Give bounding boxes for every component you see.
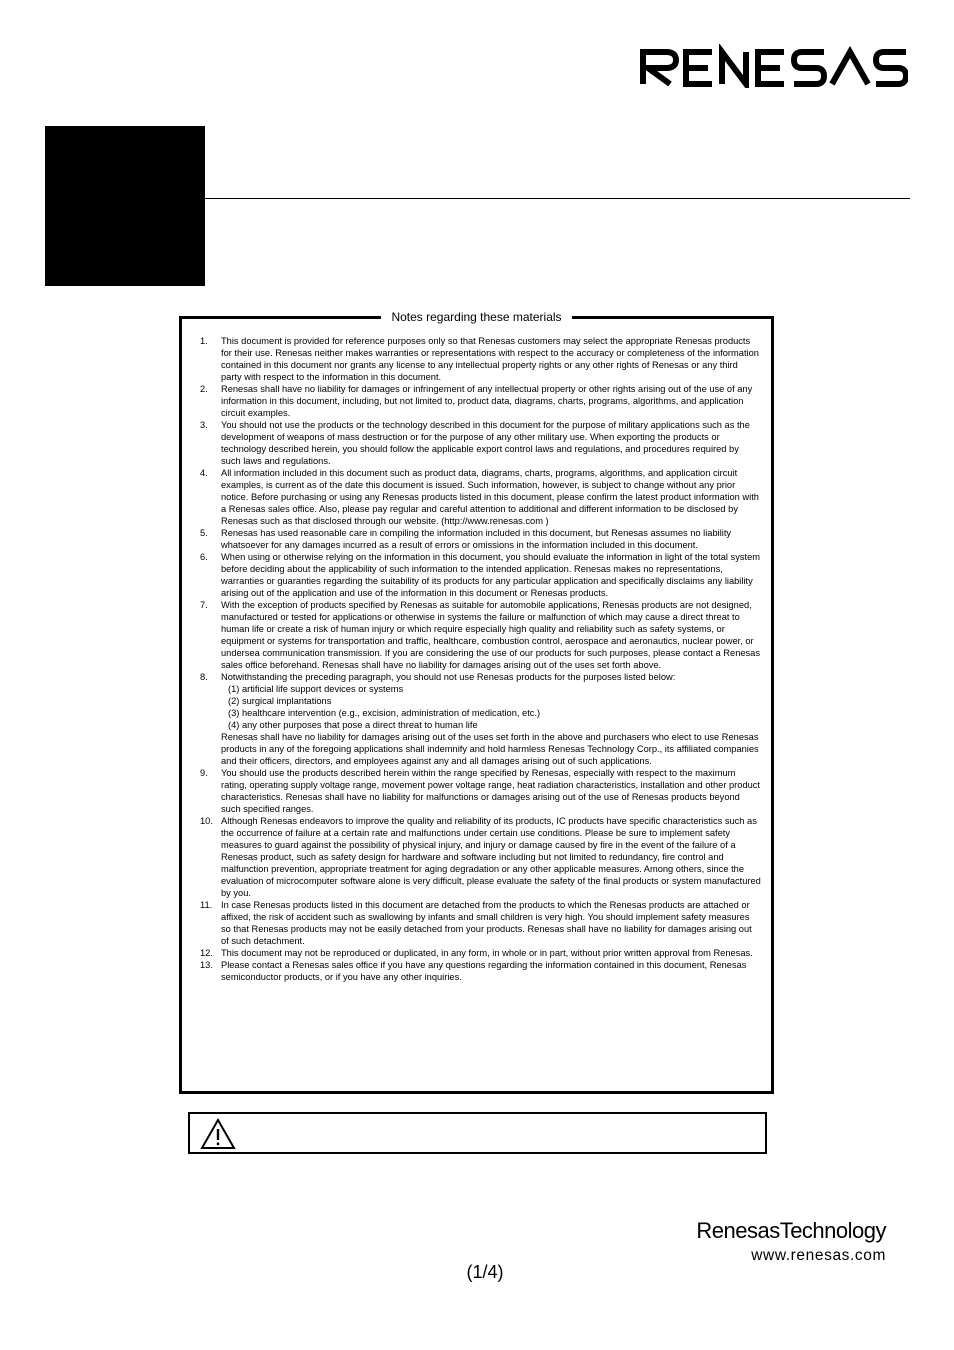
note-sub-item: (4) any other purposes that pose a direct threat to human life [228, 720, 478, 730]
note-item [200, 599, 761, 671]
footer-brand: RenesasTechnology [696, 1218, 886, 1243]
note-item [200, 959, 761, 983]
note-item [200, 671, 761, 767]
note-sub-item: (2) surgical implantations [228, 696, 332, 706]
notes-box [179, 310, 774, 1094]
notes-title [182, 309, 771, 325]
note-text: Notwithstanding the preceding paragraph, you should not use Renesas products for the purposes listed below: [221, 672, 676, 682]
note-text: Please contact a Renesas sales office if you have any questions regarding the information contained in this document, Renesas semiconductor products, or if you have any other inquiries. [221, 960, 747, 982]
note-text: In case Renesas products listed in this document are detached from the products to which the Renesas products are attached or affixed, the risk of accident such as swallowing by infants and small children is very high. You should implement safety measures so that Renesas products may not be easily detached from your products. Renesas shall have no liability for damages arising out of such detachment. [221, 900, 752, 946]
note-sub-item: (1) artificial life support devices or systems [228, 684, 404, 694]
note-number: 11. [200, 900, 213, 910]
note-text: All information included in this document such as product data, diagrams, charts, programs, algorithms, and application circuit examples, is current as of the date this document is issued. Such information, however, is subject to change without any prior notice. Before purchasing or using any Renesas products listed in this document, please confirm the latest product information with a Renesas sales office. Also, please pay regular and careful attention to additional and different information to be disclosed by Renesas such as that disclosed through our website. (http://www.renesas.com ) [221, 468, 759, 526]
note-number: 9. [200, 768, 208, 778]
note-number: 6. [200, 552, 208, 562]
note-number: 13. [200, 960, 213, 970]
note-text-continued: Renesas shall have no liability for damages arising out of the uses set forth in the above and purchasers who elect to use Renesas products in any of the foregoing applications shall indemnify and hold harmless Renesas Technology Corp., its affiliated companies and their officers, directors, and employees against any and all damages arising out of such applications. [221, 732, 759, 766]
note-item [200, 899, 761, 947]
note-sub-list [221, 683, 761, 731]
renesas-logo [640, 44, 908, 88]
notes-list [200, 335, 761, 983]
note-text: When using or otherwise relying on the information in this document, you should evaluate the information in light of the total system before deciding about the applicability of such information to the intended application. Renesas makes no representations, warranties or guaranties regarding the suitability of its products for any particular application and specifically disclaims any liability arising out of the application and use of the information in this document or Renesas products. [221, 552, 760, 598]
note-text: With the exception of products specified by Renesas as suitable for automobile applications, Renesas products are not designed, manufactured or tested for applications or otherwise in systems the failure or malfunction of which may cause a direct threat to human life or create a risk of human injury or which require especially high quality and reliability such as safety systems, or equipment or systems for transportation and traffic, healthcare, combustion control, aerospace and aeronautics, nuclear power, or undersea communication transmission. If you are considering the use of our products for such purposes, please contact a Renesas sales office beforehand. Renesas shall have no liability for damages arising out of the uses set forth above. [221, 600, 760, 670]
note-item [200, 947, 761, 959]
note-number: 7. [200, 600, 208, 610]
notes-title-text: Notes regarding these materials [381, 310, 571, 324]
note-text: This document may not be reproduced or duplicated, in any form, in whole or in part, without prior written approval from Renesas. [221, 948, 753, 958]
note-number: 4. [200, 468, 208, 478]
note-item [200, 527, 761, 551]
page-number: (1/4) [466, 1262, 504, 1282]
note-text: You should use the products described herein within the range specified by Renesas, especially with respect to the maximum rating, operating supply voltage range, movement power voltage range, heat radiation characteristics, installation and other product characteristics. Renesas shall have no liability for malfunctions or damages arising out of the use of Renesas products beyond such specified ranges. [221, 768, 761, 814]
warning-triangle-icon [200, 1118, 236, 1150]
note-item [200, 467, 761, 527]
note-item [200, 383, 761, 419]
note-item [200, 335, 761, 383]
renesas-logo-mark [640, 44, 908, 88]
caution-box [188, 1112, 767, 1154]
note-number: 10. [200, 816, 213, 826]
note-text: Although Renesas endeavors to improve the quality and reliability of its products, IC products have specific characteristics such as the occurrence of failure at a certain rate and malfunctions under certain use conditions. Please be sure to implement safety measures to guard against the possibility of physical injury, and injury or damage caused by fire in the event of the failure of a Renesas product, such as safety design for hardware and software including but not limited to redundancy, fire control and malfunction prevention, appropriate treatment for aging degradation or any other applicable measures. Among others, since the evaluation of microcomputer software alone is very difficult, please evaluate the safety of the final products or system manufactured by you. [221, 816, 761, 898]
note-text: Renesas has used reasonable care in compiling the information included in this document, but Renesas assumes no liability whatsoever for any damages incurred as a result of errors or omissions in the information included in this document. [221, 528, 732, 550]
note-number: 1. [200, 336, 208, 346]
note-text: Renesas shall have no liability for damages or infringement of any intellectual property or other rights arising out of the use of any information in this document, including, but not limited to, product data, diagrams, charts, programs, algorithms, and application circuit examples. [221, 384, 753, 418]
note-item [200, 551, 761, 599]
note-number: 12. [200, 948, 213, 958]
note-number: 2. [200, 384, 208, 394]
header-rule [205, 198, 910, 199]
note-text: This document is provided for reference purposes only so that Renesas customers may select the appropriate Renesas products for their use. Renesas neither makes warranties or representations with respect to the accuracy or completeness of the information contained in this document nor grants any license to any intellectual property rights or any other rights of Renesas or any third party with respect to the information in this document. [221, 336, 759, 382]
note-sub-item: (3) healthcare intervention (e.g., excision, administration of medication, etc.) [228, 708, 541, 718]
footer-url[interactable]: www.renesas.com [751, 1247, 886, 1264]
note-item [200, 815, 761, 899]
note-number: 5. [200, 528, 208, 538]
note-item [200, 419, 761, 467]
note-number: 3. [200, 420, 208, 430]
note-text: You should not use the products or the technology described in this document for the purpose of military applications such as the development of weapons of mass destruction or for the purpose of any other military use. When exporting the products or technology described herein, you should follow the applicable export control laws and regulations, and procedures required by such laws and regulations. [221, 420, 750, 466]
cover-black-block [45, 126, 205, 286]
note-number: 8. [200, 672, 208, 682]
note-item [200, 767, 761, 815]
